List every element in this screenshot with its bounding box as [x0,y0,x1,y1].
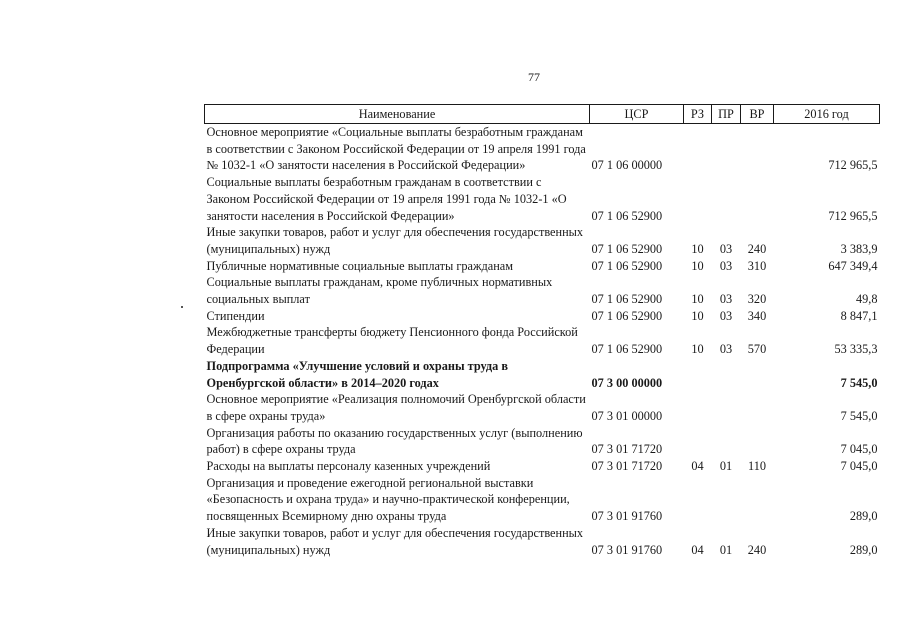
cell-rz [684,425,712,458]
cell-name: Иные закупки товаров, работ и услуг для обеспечения государственных (муниципальных) нужд [206,225,584,256]
cell-vr [741,391,774,424]
cell-pr: 03 [719,342,733,357]
cell-rz [684,475,712,525]
cell-amount: 53 335,3 [834,342,878,357]
page-number: 77 [528,70,540,84]
table-row [205,274,880,307]
cell-rz: 04 [691,459,704,474]
cell-csr: 07 3 01 71720 [591,459,663,474]
table-row [205,525,880,558]
cell-rz [684,174,712,224]
cell-pr [712,358,741,391]
cell-name: Межбюджетные трансферты бюджету Пенсионного фонда Российской Федерации [206,325,578,357]
cell-pr [712,124,741,175]
cell-pr [712,475,741,525]
table-row [205,124,880,175]
cell-amount: 7 545,0 [840,375,878,390]
cell-rz [684,358,712,391]
cell-csr: 07 1 06 00000 [591,158,663,173]
cell-pr: 03 [719,241,733,256]
cell-amount: 289,0 [849,509,878,524]
cell-csr: 07 1 06 52900 [591,241,663,256]
cell-vr [741,425,774,458]
table-row [205,425,880,458]
cell-rz [684,391,712,424]
cell-csr: 07 3 01 71720 [591,442,663,457]
cell-vr [741,358,774,391]
header-rz: РЗ [684,105,712,124]
cell-csr: 07 3 01 91760 [591,542,663,557]
cell-amount: 7 545,0 [840,408,878,423]
cell-rz: 10 [691,342,704,357]
table-row [205,458,880,475]
cell-pr [712,174,741,224]
cell-vr: 240 [747,542,767,557]
table-row [205,475,880,525]
table-header-row [205,105,880,124]
cell-amount: 3 383,9 [840,241,878,256]
cell-rz: 10 [691,292,704,307]
cell-vr [741,174,774,224]
cell-name: Социальные выплаты безработным гражданам в соответствии с Законом Российской Федерации от 19 апреля 1991 года № 1032-1 «О занятости населения в Российской Федерации» [206,175,567,223]
cell-rz: 10 [691,241,704,256]
table-row [205,391,880,424]
table-row [205,174,880,224]
table-row [205,224,880,257]
cell-amount: 712 965,5 [828,158,878,173]
scan-artifact-dot [181,306,183,308]
cell-pr: 03 [719,292,733,307]
cell-name: Расходы на выплаты персоналу казенных учреждений [206,459,491,474]
cell-rz: 10 [691,308,704,323]
cell-vr: 320 [747,292,767,307]
table-row [205,308,880,325]
cell-pr: 01 [719,459,733,474]
cell-csr: 07 3 01 91760 [591,509,663,524]
header-year: 2016 год [774,105,880,124]
cell-amount: 712 965,5 [828,208,878,223]
cell-csr: 07 1 06 52900 [591,292,663,307]
cell-amount: 7 045,0 [840,459,878,474]
budget-table [204,104,880,558]
cell-pr: 03 [719,308,733,323]
cell-amount: 7 045,0 [840,442,878,457]
cell-pr: 01 [719,542,733,557]
cell-amount: 8 847,1 [840,308,878,323]
cell-vr [741,124,774,175]
cell-vr: 240 [747,241,767,256]
cell-amount: 49,8 [855,292,878,307]
cell-csr: 07 1 06 52900 [591,258,663,273]
cell-name: Подпрограмма «Улучшение условий и охраны труда в Оренбургской области» в 2014–2020 годах [206,358,509,390]
header-csr: ЦСР [590,105,684,124]
cell-vr [741,475,774,525]
table-body [205,124,880,559]
cell-name: Организация и проведение ежегодной региональной выставки «Безопасность и охрана труда» и научно-практической конференции, посвященных Всемирному дню охраны труда [206,475,570,524]
cell-rz [684,124,712,175]
cell-csr: 07 3 00 00000 [591,375,663,390]
cell-vr: 110 [748,459,766,474]
cell-pr: 03 [719,258,733,273]
cell-name: Основное мероприятие «Реализация полномочий Оренбургской области в сфере охраны труда» [206,392,586,423]
cell-pr [712,391,741,424]
cell-amount: 289,0 [849,542,878,557]
cell-csr: 07 1 06 52900 [591,308,663,323]
cell-name: Стипендии [206,308,265,323]
cell-amount: 647 349,4 [828,258,878,273]
table-row [205,324,880,357]
cell-pr [712,425,741,458]
header-name: Наименование [205,105,590,124]
cell-vr: 340 [747,308,767,323]
cell-name: Основное мероприятие «Социальные выплаты безработным гражданам в соответствии с Законом Российской Федерации от 19 апреля 1991 года № 1032-1 «О занятости населения в Российской Федерации» [206,125,586,173]
cell-name: Публичные нормативные социальные выплаты гражданам [206,258,514,273]
cell-csr: 07 3 01 00000 [591,408,663,423]
cell-name: Иные закупки товаров, работ и услуг для обеспечения государственных (муниципальных) нужд [206,525,584,557]
cell-rz: 10 [691,258,704,273]
table-row [205,258,880,275]
header-vr: ВР [741,105,774,124]
cell-vr: 570 [747,342,767,357]
cell-csr: 07 1 06 52900 [591,342,663,357]
cell-rz: 04 [691,542,704,557]
header-pr: ПР [712,105,741,124]
cell-name: Социальные выплаты гражданам, кроме публичных нормативных социальных выплат [206,275,553,307]
cell-csr: 07 1 06 52900 [591,208,663,223]
cell-vr: 310 [747,258,767,273]
cell-name: Организация работы по оказанию государственных услуг (выполнению работ) в сфере охраны труда [206,425,583,457]
table-row [205,358,880,391]
